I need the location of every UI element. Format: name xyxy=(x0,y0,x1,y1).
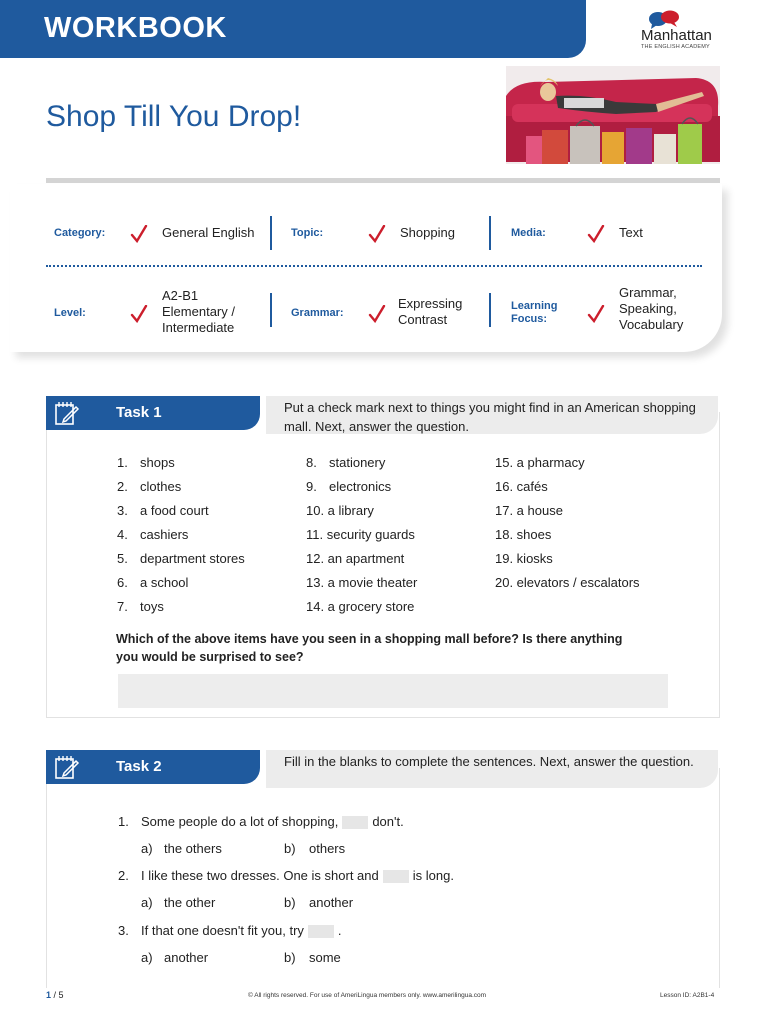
sentence-3-part-b: . xyxy=(337,923,342,938)
task-1-instruction: Put a check mark next to things you might find in an American shopping mall. Next, answer the question. xyxy=(266,396,718,434)
check-mark-icon xyxy=(368,225,386,243)
list-item-number: 4. xyxy=(117,527,128,542)
task-1-header xyxy=(46,396,260,430)
info-separator xyxy=(270,216,272,250)
list-item: 20. elevators / escalators xyxy=(495,575,640,590)
grammar-label: Grammar: xyxy=(291,307,344,319)
page-total: / 5 xyxy=(53,990,64,1000)
media-value: Text xyxy=(619,225,643,240)
task-1-question-line-2: you would be surprised to see? xyxy=(116,650,304,664)
list-item: 19. kiosks xyxy=(495,551,553,566)
option-b[interactable]: others xyxy=(309,841,346,856)
list-item: 16. cafés xyxy=(495,479,548,494)
list-item: department stores xyxy=(140,551,245,566)
list-item-number: 2. xyxy=(117,479,128,494)
brand-tagline: THE ENGLISH ACADEMY xyxy=(641,44,710,50)
list-item-number: 6. xyxy=(117,575,128,590)
list-item-number: 5. xyxy=(117,551,128,566)
sentence-1-part-b: don't. xyxy=(372,814,404,829)
task-2-label: Task 2 xyxy=(116,758,162,775)
task-2-instruction: Fill in the blanks to complete the sentences. Next, answer the question. xyxy=(266,750,718,788)
list-item: 13. a movie theater xyxy=(306,575,418,590)
manhattan-logo xyxy=(638,10,722,50)
list-item: 17. a house xyxy=(495,503,563,518)
hero-photo-shopping xyxy=(506,66,720,178)
page-indicator xyxy=(46,990,64,1000)
sentence-2-part-b: is long. xyxy=(412,868,454,883)
learning-focus-label-line-1: Learning xyxy=(511,300,558,312)
sentence-number: 1. xyxy=(118,814,129,829)
sentence-1-part-a: Some people do a lot of shopping, xyxy=(141,814,339,829)
info-dotted-divider xyxy=(46,265,702,267)
list-item: 14. a grocery store xyxy=(306,599,415,614)
task-2-header xyxy=(46,750,260,784)
task-1-question-line-1: Which of the above items have you seen in a shopping mall before? Is there anything xyxy=(116,632,623,646)
list-item: clothes xyxy=(140,479,182,494)
sentence-number: 2. xyxy=(118,868,129,883)
list-item-number: 3. xyxy=(117,503,128,518)
option-b[interactable]: some xyxy=(309,950,341,965)
level-value-line-2: Elementary / xyxy=(162,304,235,319)
task-1-label: Task 1 xyxy=(116,404,162,421)
sentence-3 xyxy=(141,923,342,938)
notepad-pencil-icon xyxy=(54,400,80,426)
media-label: Media: xyxy=(511,227,546,239)
sentence-1 xyxy=(141,814,404,829)
topic-value: Shopping xyxy=(400,225,455,240)
list-item: electronics xyxy=(329,479,392,494)
notepad-pencil-icon xyxy=(54,754,80,780)
option-letter: b) xyxy=(284,895,296,910)
list-item-number: 9. xyxy=(306,479,317,494)
level-value-line-3: Intermediate xyxy=(162,320,235,335)
option-a[interactable]: the other xyxy=(164,895,216,910)
sentence-2-part-a: I like these two dresses. One is short and xyxy=(141,868,379,883)
list-item: cashiers xyxy=(140,527,189,542)
option-b[interactable]: another xyxy=(309,895,354,910)
list-item: 15. a pharmacy xyxy=(495,455,585,470)
copyright-notice: © All rights reserved. For use of AmeriLingua members only. www.amerilingua.com xyxy=(248,992,487,999)
list-item: 11. security guards xyxy=(306,527,415,542)
sentence-3-blank[interactable] xyxy=(308,925,334,938)
list-item: a food court xyxy=(140,503,209,518)
list-item: stationery xyxy=(329,455,386,470)
topic-label: Topic: xyxy=(291,227,324,239)
info-separator xyxy=(489,293,491,327)
list-item: a school xyxy=(140,575,189,590)
list-item-number: 8. xyxy=(306,455,317,470)
lesson-info-panel xyxy=(10,184,722,352)
grammar-value-line-2: Contrast xyxy=(398,312,448,327)
list-item-number: 1. xyxy=(117,455,128,470)
list-item: toys xyxy=(140,599,164,614)
page-title: Shop Till You Drop! xyxy=(46,100,302,133)
option-letter: b) xyxy=(284,841,296,856)
list-item: 10. a library xyxy=(306,503,374,518)
workbook-label: WORKBOOK xyxy=(44,12,227,44)
sentence-3-part-a: If that one doesn't fit you, try xyxy=(141,923,304,938)
list-item: 12. an apartment xyxy=(306,551,405,566)
level-value-line-1: A2-B1 xyxy=(162,288,199,303)
category-value: General English xyxy=(162,225,255,240)
learning-focus-label-line-2: Focus: xyxy=(511,313,548,325)
category-label: Category: xyxy=(54,227,106,239)
workbook-header-bar xyxy=(0,0,586,58)
task-1-answer-field[interactable] xyxy=(118,674,668,708)
page-current: 1 xyxy=(46,990,52,1000)
option-a[interactable]: another xyxy=(164,950,209,965)
check-mark-icon xyxy=(587,305,605,323)
option-letter: a) xyxy=(141,895,153,910)
check-mark-icon xyxy=(130,225,148,243)
lesson-id: Lesson ID: A2B1-4 xyxy=(660,992,715,999)
learning-focus-value-line-2: Speaking, xyxy=(619,301,677,316)
check-mark-icon xyxy=(368,305,386,323)
level-label: Level: xyxy=(54,307,86,319)
learning-focus-value-line-1: Grammar, xyxy=(619,285,677,300)
info-separator xyxy=(489,216,491,250)
info-separator xyxy=(270,293,272,327)
sentence-number: 3. xyxy=(118,923,129,938)
list-item-number: 7. xyxy=(117,599,128,614)
check-mark-icon xyxy=(587,225,605,243)
sentence-2-blank[interactable] xyxy=(383,870,409,883)
check-mark-icon xyxy=(130,305,148,323)
grammar-value-line-1: Expressing xyxy=(398,296,463,311)
option-a[interactable]: the others xyxy=(164,841,222,856)
brand-name: Manhattan xyxy=(641,27,712,44)
sentence-1-blank[interactable] xyxy=(342,816,368,829)
option-letter: a) xyxy=(141,841,153,856)
title-divider xyxy=(46,178,720,183)
option-letter: b) xyxy=(284,950,296,965)
list-item: 18. shoes xyxy=(495,527,552,542)
learning-focus-value-line-3: Vocabulary xyxy=(619,317,684,332)
sentence-2 xyxy=(141,868,454,883)
option-letter: a) xyxy=(141,950,153,965)
list-item: shops xyxy=(140,455,175,470)
